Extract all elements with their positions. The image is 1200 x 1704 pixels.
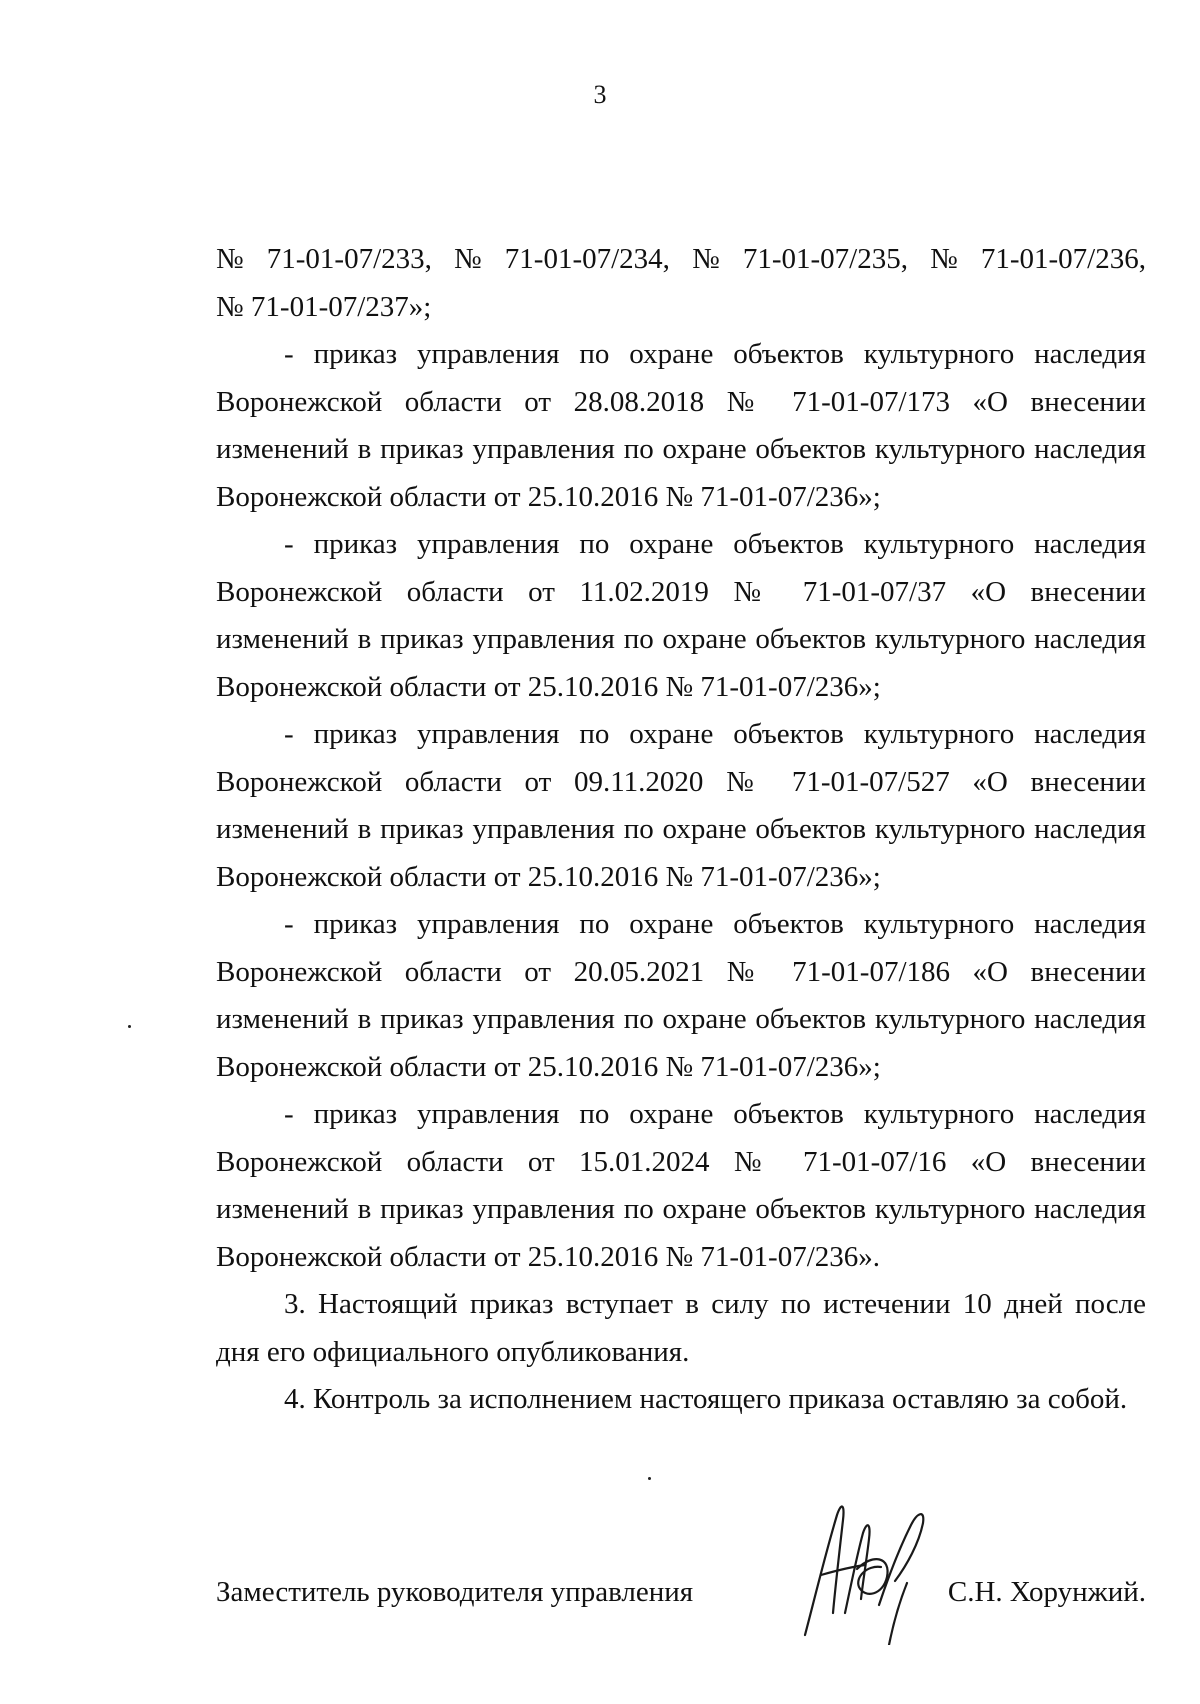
paragraph-order-2021: - приказ управления по охране объектов культурного наследия Воронежской области от 20.05.2021 № 71-01-07/186 «О внесении изменений в приказ управления по охране объектов культурного наследия Воронежской области от 25.10.2016 № 71-01-07/236»; (216, 908, 1146, 1083)
paragraph-item-4: 4. Контроль за исполнением настоящего приказа оставляю за собой. (284, 1383, 1128, 1415)
handwritten-signature (795, 1495, 935, 1645)
signature-block (216, 1576, 1146, 1626)
paragraph-order-2019: - приказ управления по охране объектов культурного наследия Воронежской области от 11.02.2019 № 71-01-07/37 «О внесении изменений в приказ управления по охране объектов культурного наследия Воронежской области от 25.10.2016 № 71-01-07/236»; (216, 528, 1146, 703)
paragraph-order-2018: - приказ управления по охране объектов культурного наследия Воронежской области от 28.08.2018 № 71-01-07/173 «О внесении изменений в приказ управления по охране объектов культурного наследия Воронежской области от 25.10.2016 № 71-01-07/236»; (216, 338, 1146, 513)
paragraph-order-list-continuation: № 71-01-07/233, № 71-01-07/234, № 71-01-07/235, № 71-01-07/236, № 71-01-07/237»; (216, 243, 1146, 323)
document-body (216, 236, 1146, 1424)
paragraph-order-2020: - приказ управления по охране объектов культурного наследия Воронежской области от 09.11.2020 № 71-01-07/527 «О внесении изменений в приказ управления по охране объектов культурного наследия Воронежской области от 25.10.2016 № 71-01-07/236»; (216, 718, 1146, 893)
scan-speck (648, 1477, 651, 1480)
signatory-name: С.Н. Хорунжий. (947, 1576, 1146, 1608)
page-number: 3 (593, 80, 607, 109)
signatory-title: Заместитель руководителя управления (216, 1576, 694, 1608)
paragraph-order-2024: - приказ управления по охране объектов культурного наследия Воронежской области от 15.01.2024 № 71-01-07/16 «О внесении изменений в приказ управления по охране объектов культурного наследия Воронежской области от 25.10.2016 № 71-01-07/236». (216, 1098, 1146, 1273)
scan-speck (128, 1025, 131, 1028)
paragraph-item-3: 3. Настоящий приказ вступает в силу по истечении 10 дней после дня его официального опубликования. (216, 1288, 1146, 1368)
